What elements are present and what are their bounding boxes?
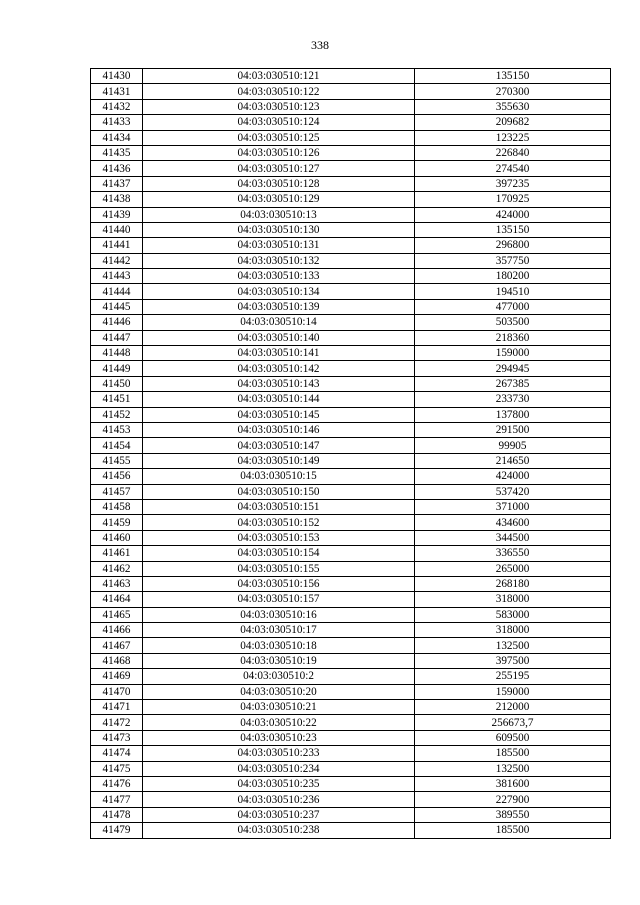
row-number-cell: 41451 (91, 392, 143, 407)
table-row (91, 422, 611, 437)
cadastral-number-cell: 04:03:030510:149 (143, 453, 415, 468)
row-number-cell: 41441 (91, 238, 143, 253)
row-number-cell: 41463 (91, 576, 143, 591)
row-number-cell: 41455 (91, 453, 143, 468)
row-number-cell: 41438 (91, 192, 143, 207)
row-number-cell: 41471 (91, 700, 143, 715)
cadastral-number-cell: 04:03:030510:129 (143, 192, 415, 207)
cadastral-number-cell: 04:03:030510:142 (143, 361, 415, 376)
cadastral-number-cell: 04:03:030510:124 (143, 115, 415, 130)
row-number-cell: 41459 (91, 515, 143, 530)
row-number-cell: 41445 (91, 299, 143, 314)
table-row (91, 269, 611, 284)
table-row (91, 546, 611, 561)
value-cell: 424000 (415, 469, 611, 484)
value-cell: 355630 (415, 99, 611, 114)
row-number-cell: 41450 (91, 376, 143, 391)
row-number-cell: 41449 (91, 361, 143, 376)
value-cell: 344500 (415, 530, 611, 545)
table-row (91, 161, 611, 176)
table-row (91, 715, 611, 730)
value-cell: 212000 (415, 700, 611, 715)
row-number-cell: 41472 (91, 715, 143, 730)
cadastral-number-cell: 04:03:030510:22 (143, 715, 415, 730)
value-cell: 185500 (415, 823, 611, 838)
cadastral-number-cell: 04:03:030510:14 (143, 315, 415, 330)
table-row (91, 469, 611, 484)
row-number-cell: 41440 (91, 222, 143, 237)
cadastral-number-cell: 04:03:030510:122 (143, 84, 415, 99)
table-row (91, 776, 611, 791)
cadastral-number-cell: 04:03:030510:132 (143, 253, 415, 268)
table-row (91, 746, 611, 761)
table-row (91, 561, 611, 576)
cadastral-number-cell: 04:03:030510:131 (143, 238, 415, 253)
value-cell: 291500 (415, 422, 611, 437)
table-row (91, 130, 611, 145)
row-number-cell: 41454 (91, 438, 143, 453)
table-row (91, 761, 611, 776)
cadastral-number-cell: 04:03:030510:234 (143, 761, 415, 776)
value-cell: 318000 (415, 623, 611, 638)
cadastral-number-cell: 04:03:030510:144 (143, 392, 415, 407)
cadastral-number-cell: 04:03:030510:156 (143, 576, 415, 591)
value-cell: 357750 (415, 253, 611, 268)
row-number-cell: 41469 (91, 669, 143, 684)
cadastral-number-cell: 04:03:030510:21 (143, 700, 415, 715)
table-row (91, 592, 611, 607)
row-number-cell: 41458 (91, 499, 143, 514)
row-number-cell: 41446 (91, 315, 143, 330)
cadastral-number-cell: 04:03:030510:154 (143, 546, 415, 561)
value-cell: 194510 (415, 284, 611, 299)
value-cell: 209682 (415, 115, 611, 130)
table-row (91, 99, 611, 114)
value-cell: 294945 (415, 361, 611, 376)
cadastral-number-cell: 04:03:030510:20 (143, 684, 415, 699)
value-cell: 268180 (415, 576, 611, 591)
cadastral-number-cell: 04:03:030510:237 (143, 807, 415, 822)
table-row (91, 653, 611, 668)
cadastral-number-cell: 04:03:030510:153 (143, 530, 415, 545)
row-number-cell: 41467 (91, 638, 143, 653)
row-number-cell: 41475 (91, 761, 143, 776)
table-row (91, 84, 611, 99)
cadastral-number-cell: 04:03:030510:151 (143, 499, 415, 514)
row-number-cell: 41447 (91, 330, 143, 345)
value-cell: 185500 (415, 746, 611, 761)
table-row (91, 207, 611, 222)
value-cell: 265000 (415, 561, 611, 576)
table-row (91, 700, 611, 715)
table-row (91, 192, 611, 207)
value-cell: 123225 (415, 130, 611, 145)
value-cell: 296800 (415, 238, 611, 253)
value-cell: 583000 (415, 607, 611, 622)
table-row (91, 145, 611, 160)
table-row (91, 623, 611, 638)
table-row (91, 407, 611, 422)
page-number: 338 (311, 38, 329, 52)
table-row (91, 607, 611, 622)
value-cell: 159000 (415, 684, 611, 699)
row-number-cell: 41474 (91, 746, 143, 761)
value-cell: 434600 (415, 515, 611, 530)
value-cell: 135150 (415, 222, 611, 237)
value-cell: 397235 (415, 176, 611, 191)
cadastral-number-cell: 04:03:030510:150 (143, 484, 415, 499)
cadastral-number-cell: 04:03:030510:152 (143, 515, 415, 530)
cadastral-number-cell: 04:03:030510:2 (143, 669, 415, 684)
cadastral-number-cell: 04:03:030510:141 (143, 346, 415, 361)
table-row (91, 453, 611, 468)
value-cell: 397500 (415, 653, 611, 668)
row-number-cell: 41477 (91, 792, 143, 807)
value-cell: 180200 (415, 269, 611, 284)
value-cell: 214650 (415, 453, 611, 468)
cadastral-number-cell: 04:03:030510:127 (143, 161, 415, 176)
row-number-cell: 41466 (91, 623, 143, 638)
table-row (91, 284, 611, 299)
cadastral-number-cell: 04:03:030510:17 (143, 623, 415, 638)
table-row (91, 823, 611, 838)
value-cell: 132500 (415, 761, 611, 776)
registry-table-body (91, 69, 611, 839)
table-row (91, 238, 611, 253)
cadastral-number-cell: 04:03:030510:16 (143, 607, 415, 622)
value-cell: 270300 (415, 84, 611, 99)
value-cell: 132500 (415, 638, 611, 653)
value-cell: 318000 (415, 592, 611, 607)
table-row (91, 176, 611, 191)
row-number-cell: 41439 (91, 207, 143, 222)
value-cell: 218360 (415, 330, 611, 345)
value-cell: 137800 (415, 407, 611, 422)
cadastral-number-cell: 04:03:030510:139 (143, 299, 415, 314)
table-row (91, 530, 611, 545)
cadastral-number-cell: 04:03:030510:15 (143, 469, 415, 484)
table-row (91, 330, 611, 345)
row-number-cell: 41431 (91, 84, 143, 99)
value-cell: 135150 (415, 69, 611, 84)
cadastral-number-cell: 04:03:030510:130 (143, 222, 415, 237)
cadastral-number-cell: 04:03:030510:145 (143, 407, 415, 422)
row-number-cell: 41432 (91, 99, 143, 114)
row-number-cell: 41470 (91, 684, 143, 699)
row-number-cell: 41473 (91, 730, 143, 745)
table-row (91, 69, 611, 84)
cadastral-number-cell: 04:03:030510:121 (143, 69, 415, 84)
row-number-cell: 41437 (91, 176, 143, 191)
cadastral-number-cell: 04:03:030510:146 (143, 422, 415, 437)
cadastral-number-cell: 04:03:030510:19 (143, 653, 415, 668)
value-cell: 477000 (415, 299, 611, 314)
cadastral-number-cell: 04:03:030510:23 (143, 730, 415, 745)
cadastral-number-cell: 04:03:030510:133 (143, 269, 415, 284)
value-cell: 227900 (415, 792, 611, 807)
row-number-cell: 41457 (91, 484, 143, 499)
table-row (91, 684, 611, 699)
table-row (91, 222, 611, 237)
row-number-cell: 41476 (91, 776, 143, 791)
value-cell: 371000 (415, 499, 611, 514)
row-number-cell: 41444 (91, 284, 143, 299)
value-cell: 99905 (415, 438, 611, 453)
row-number-cell: 41465 (91, 607, 143, 622)
registry-table (90, 68, 611, 839)
cadastral-number-cell: 04:03:030510:143 (143, 376, 415, 391)
table-row (91, 361, 611, 376)
value-cell: 274540 (415, 161, 611, 176)
value-cell: 233730 (415, 392, 611, 407)
value-cell: 424000 (415, 207, 611, 222)
row-number-cell: 41430 (91, 69, 143, 84)
table-row (91, 253, 611, 268)
value-cell: 226840 (415, 145, 611, 160)
table-row (91, 392, 611, 407)
value-cell: 381600 (415, 776, 611, 791)
row-number-cell: 41452 (91, 407, 143, 422)
row-number-cell: 41448 (91, 346, 143, 361)
table-row (91, 299, 611, 314)
cadastral-number-cell: 04:03:030510:125 (143, 130, 415, 145)
table-row (91, 792, 611, 807)
row-number-cell: 41460 (91, 530, 143, 545)
value-cell: 537420 (415, 484, 611, 499)
row-number-cell: 41433 (91, 115, 143, 130)
table-row (91, 346, 611, 361)
table-row (91, 669, 611, 684)
cadastral-number-cell: 04:03:030510:126 (143, 145, 415, 160)
table-row (91, 499, 611, 514)
table-row (91, 576, 611, 591)
value-cell: 503500 (415, 315, 611, 330)
row-number-cell: 41468 (91, 653, 143, 668)
table-row (91, 484, 611, 499)
value-cell: 336550 (415, 546, 611, 561)
table-row (91, 807, 611, 822)
row-number-cell: 41436 (91, 161, 143, 176)
row-number-cell: 41462 (91, 561, 143, 576)
cadastral-number-cell: 04:03:030510:147 (143, 438, 415, 453)
cadastral-number-cell: 04:03:030510:140 (143, 330, 415, 345)
table-row (91, 115, 611, 130)
table-row (91, 376, 611, 391)
row-number-cell: 41443 (91, 269, 143, 284)
cadastral-number-cell: 04:03:030510:157 (143, 592, 415, 607)
value-cell: 389550 (415, 807, 611, 822)
table-row (91, 515, 611, 530)
row-number-cell: 41453 (91, 422, 143, 437)
table-row (91, 638, 611, 653)
row-number-cell: 41464 (91, 592, 143, 607)
cadastral-number-cell: 04:03:030510:18 (143, 638, 415, 653)
value-cell: 609500 (415, 730, 611, 745)
cadastral-number-cell: 04:03:030510:235 (143, 776, 415, 791)
cadastral-number-cell: 04:03:030510:134 (143, 284, 415, 299)
table-row (91, 438, 611, 453)
row-number-cell: 41478 (91, 807, 143, 822)
row-number-cell: 41456 (91, 469, 143, 484)
cadastral-number-cell: 04:03:030510:238 (143, 823, 415, 838)
value-cell: 255195 (415, 669, 611, 684)
cadastral-number-cell: 04:03:030510:128 (143, 176, 415, 191)
row-number-cell: 41442 (91, 253, 143, 268)
row-number-cell: 41479 (91, 823, 143, 838)
cadastral-number-cell: 04:03:030510:155 (143, 561, 415, 576)
value-cell: 170925 (415, 192, 611, 207)
cadastral-number-cell: 04:03:030510:236 (143, 792, 415, 807)
table-row (91, 315, 611, 330)
value-cell: 256673,7 (415, 715, 611, 730)
value-cell: 267385 (415, 376, 611, 391)
cadastral-number-cell: 04:03:030510:13 (143, 207, 415, 222)
row-number-cell: 41461 (91, 546, 143, 561)
row-number-cell: 41434 (91, 130, 143, 145)
cadastral-number-cell: 04:03:030510:123 (143, 99, 415, 114)
table-row (91, 730, 611, 745)
row-number-cell: 41435 (91, 145, 143, 160)
cadastral-number-cell: 04:03:030510:233 (143, 746, 415, 761)
value-cell: 159000 (415, 346, 611, 361)
